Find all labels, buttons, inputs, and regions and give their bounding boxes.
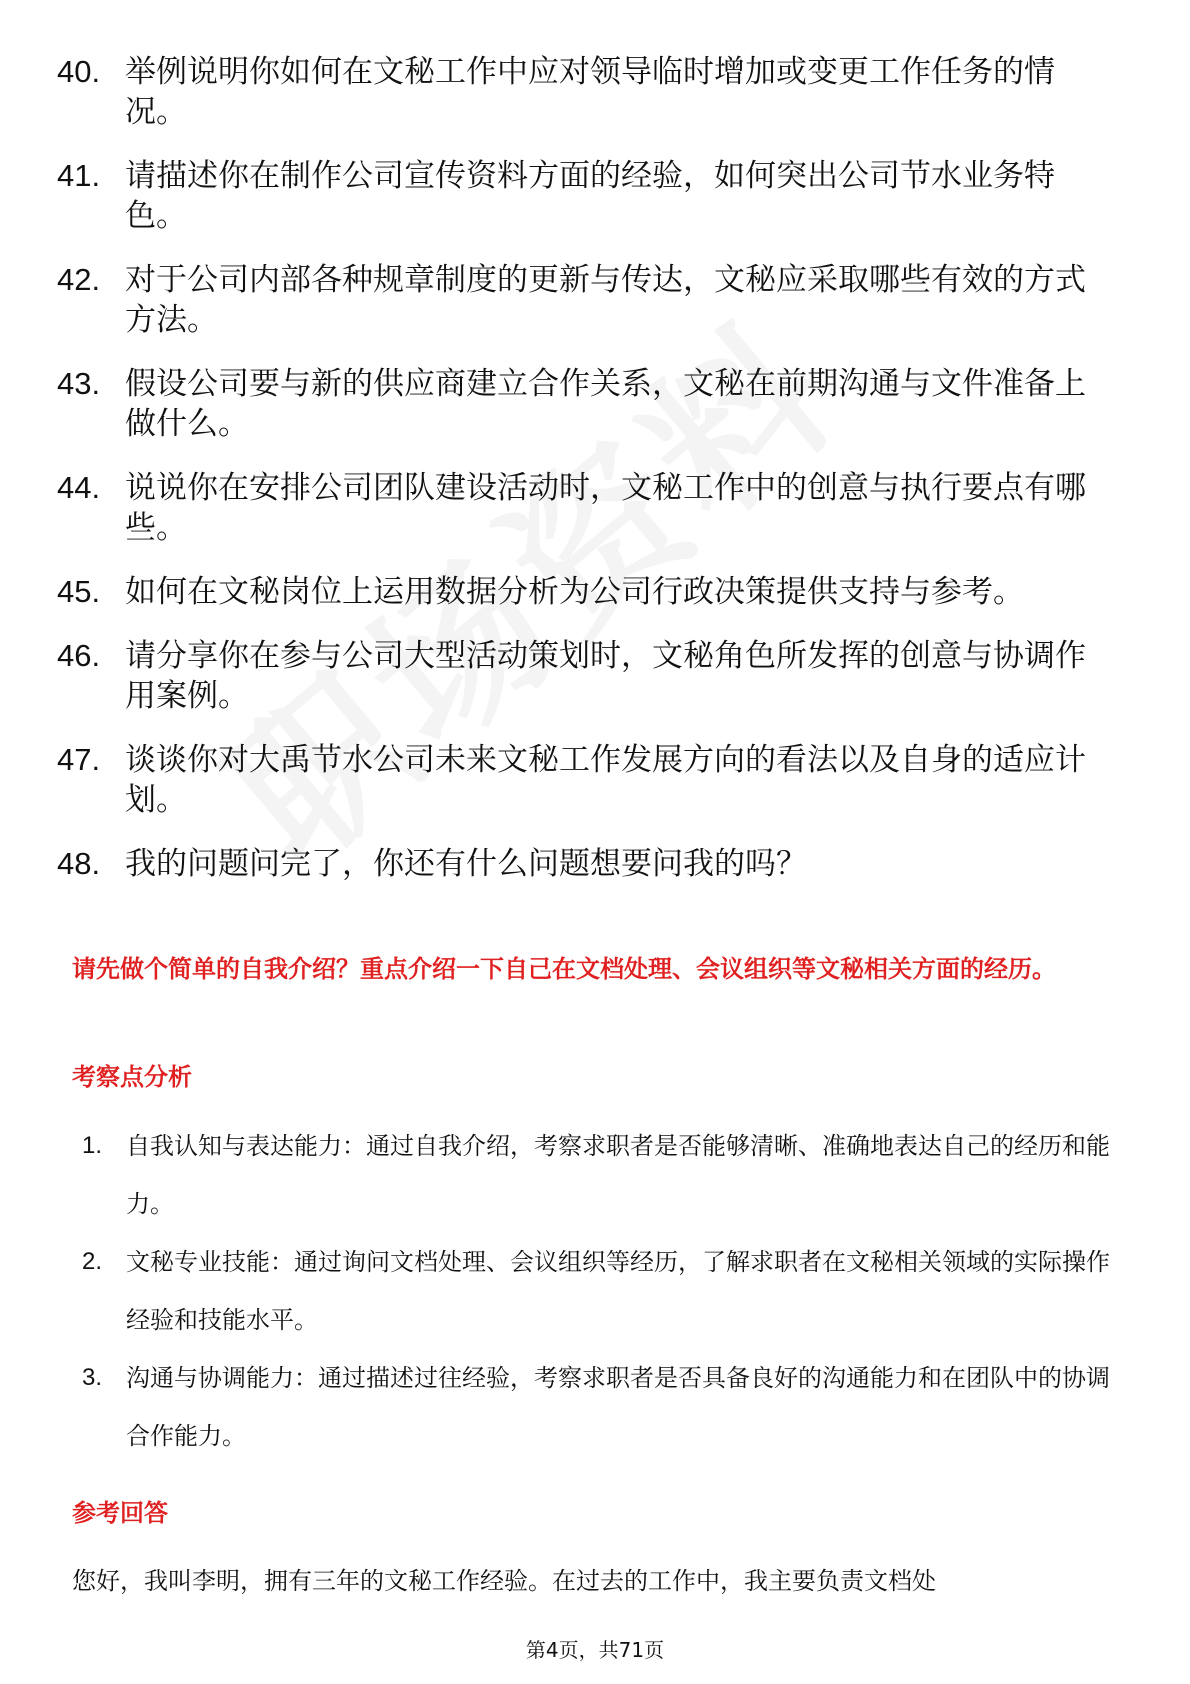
list-item	[57, 636, 1117, 716]
list-item	[57, 364, 1117, 444]
question-text: 请描述你在制作公司宣传资料方面的经验，如何突出公司节水业务特色。	[125, 158, 1055, 234]
list-item	[82, 1117, 1122, 1233]
question-number: 42.	[57, 262, 101, 297]
question-number: 45.	[57, 574, 101, 609]
list-item	[82, 1349, 1122, 1465]
analysis-heading: 考察点分析	[72, 1063, 192, 1091]
question-number: 47.	[57, 742, 101, 777]
analysis-text: 沟通与协调能力：通过描述过往经验，考察求职者是否具备良好的沟通能力和在团队中的协调合作能力。	[126, 1364, 1110, 1450]
question-number: 46.	[57, 638, 101, 673]
analysis-number: 3.	[82, 1364, 103, 1391]
question-text: 如何在文秘岗位上运用数据分析为公司行政决策提供支持与参考。	[125, 574, 1024, 610]
list-item	[57, 740, 1117, 820]
section-question: 请先做个简单的自我介绍？重点介绍一下自己在文档处理、会议组织等文秘相关方面的经历。	[72, 955, 1056, 983]
analysis-text: 文秘专业技能：通过询问文档处理、会议组织等经历，了解求职者在文秘相关领域的实际操作经验和技能水平。	[126, 1248, 1110, 1334]
answer-heading: 参考回答	[72, 1499, 168, 1527]
answer-paragraph: 您好，我叫李明，拥有三年的文秘工作经验。在过去的工作中，我主要负责文档处	[72, 1567, 936, 1595]
question-text: 举例说明你如何在文秘工作中应对领导临时增加或变更工作任务的情况。	[125, 54, 1055, 130]
question-text: 假设公司要与新的供应商建立合作关系，文秘在前期沟通与文件准备上做什么。	[125, 366, 1086, 442]
list-item	[82, 1233, 1122, 1349]
question-list	[57, 52, 1117, 908]
list-item	[57, 260, 1117, 340]
analysis-list	[82, 1117, 1122, 1465]
question-number: 48.	[57, 846, 101, 881]
question-number: 40.	[57, 54, 101, 89]
analysis-number: 1.	[82, 1132, 103, 1159]
list-item	[57, 52, 1117, 132]
question-number: 44.	[57, 470, 101, 505]
list-item	[57, 572, 1117, 612]
analysis-text: 自我认知与表达能力：通过自我介绍，考察求职者是否能够清晰、准确地表达自己的经历和能力。	[126, 1132, 1110, 1218]
question-text: 对于公司内部各种规章制度的更新与传达，文秘应采取哪些有效的方式方法。	[125, 262, 1086, 338]
page-footer: 第4页，共71页	[525, 1638, 665, 1662]
list-item	[57, 468, 1117, 548]
question-text: 谈谈你对大禹节水公司未来文秘工作发展方向的看法以及自身的适应计划。	[125, 742, 1086, 818]
question-text: 我的问题问完了，你还有什么问题想要问我的吗？	[125, 846, 807, 882]
list-item	[57, 156, 1117, 236]
list-item	[57, 844, 1117, 884]
question-text: 说说你在安排公司团队建设活动时，文秘工作中的创意与执行要点有哪些。	[125, 470, 1086, 546]
question-number: 43.	[57, 366, 101, 401]
analysis-number: 2.	[82, 1248, 103, 1275]
question-text: 请分享你在参与公司大型活动策划时，文秘角色所发挥的创意与协调作用案例。	[125, 638, 1086, 714]
question-number: 41.	[57, 158, 101, 193]
